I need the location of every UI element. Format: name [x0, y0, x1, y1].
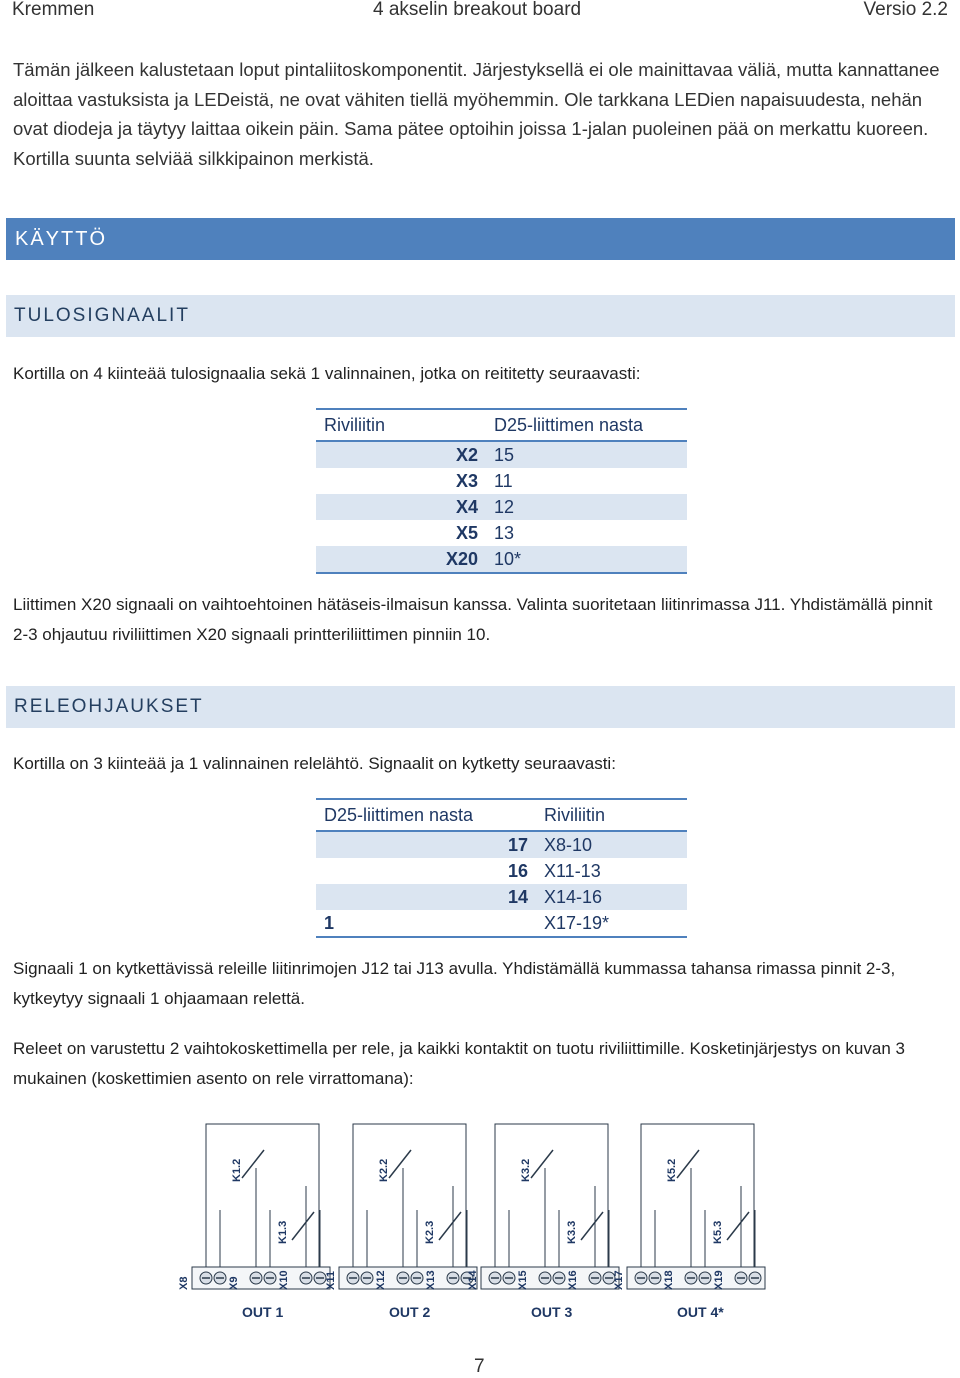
terminal-label: X14	[467, 1270, 479, 1290]
contact-switch	[439, 1212, 461, 1240]
terminal-label: X13	[425, 1270, 437, 1290]
table1-cell: X20	[316, 546, 486, 573]
header-version: Versio 2.2	[863, 0, 948, 20]
output-label: OUT 1	[242, 1304, 284, 1320]
table1-header-d25: D25-liittimen nasta	[486, 409, 687, 441]
table1-header-riviliitin: Riviliitin	[316, 409, 486, 441]
relay-contact-diagram	[176, 1110, 784, 1323]
contact-switch	[389, 1150, 411, 1178]
contact-label: K3.2	[520, 1158, 532, 1182]
contact-switch	[581, 1212, 603, 1240]
relays-intro: Kortilla on 3 kiinteää ja 1 valinnainen relelähtö. Signaalit on kytketty seuraavasti:	[13, 754, 616, 773]
contact-label: K3.3	[566, 1220, 578, 1244]
section-heading-releohjaukset: RELEOHJAUKSET	[6, 686, 955, 728]
terminal-label: X19	[713, 1270, 725, 1290]
relay-signals-table	[316, 798, 687, 938]
wire	[495, 1124, 608, 1267]
table1-cell: 11	[494, 470, 513, 491]
contact-switch	[727, 1212, 749, 1240]
table2-cell: 14	[316, 884, 536, 910]
terminal-label: X8	[178, 1276, 190, 1290]
table1-cell: 12	[486, 494, 687, 520]
outputs-intro: Kortilla on 4 kiinteää tulosignaalia sekä 1 valinnainen, jotka on reititetty seuraavasti:	[13, 364, 641, 383]
relay-contact-diagram-svg	[176, 1110, 784, 1323]
wire	[641, 1124, 754, 1267]
table2-cell: X11-13	[544, 860, 601, 881]
contact-switch	[292, 1212, 314, 1240]
table2-cell: 1	[316, 910, 536, 937]
contact-switch	[531, 1150, 553, 1178]
terminal-label: X18	[663, 1270, 675, 1290]
section-heading-kaytto: KÄYTTÖ	[6, 218, 955, 260]
header-author: Kremmen	[12, 0, 95, 20]
contact-switch	[242, 1150, 264, 1178]
contact-label: K5.2	[666, 1158, 678, 1182]
terminal-label: X16	[567, 1270, 579, 1290]
output-label: OUT 3	[531, 1304, 573, 1320]
contact-label: K1.2	[231, 1158, 243, 1182]
table2-cell: 16	[507, 860, 528, 881]
contact-switch	[677, 1150, 699, 1178]
table1-cell: 13	[494, 522, 515, 543]
terminal-label: X17	[613, 1270, 625, 1290]
table1-cell: X5	[455, 522, 478, 543]
table2-cell: X14-16	[536, 884, 687, 910]
terminal-label: X11	[325, 1271, 337, 1290]
table2-cell: X17-19*	[536, 910, 687, 937]
table2-cell: X8-10	[536, 831, 687, 858]
table2-header-riviliitin: Riviliitin	[536, 799, 687, 831]
table1-cell: X3	[455, 470, 478, 491]
relays-note-2: Releet on varustettu 2 vaihtokoskettimella per rele, ja kaikki kontaktit on tuotu riviliittimille. Kosketinjärjestys on kuvan 3 mukainen (koskettimien asento on rele virrattomana):	[13, 1039, 905, 1088]
contact-label: K5.3	[712, 1220, 724, 1244]
table1-cell: X4	[316, 494, 486, 520]
table1-cell: 10*	[486, 546, 687, 573]
section-heading-tulosignaalit: TULOSIGNAALIT	[6, 295, 955, 337]
header-title: 4 akselin breakout board	[373, 0, 582, 20]
table2-header-d25: D25-liittimen nasta	[316, 799, 536, 831]
outputs-note: Liittimen X20 signaali on vaihtoehtoinen hätäseis-ilmaisun kanssa. Valinta suoritetaan liitinrimassa J11. Yhdistämällä pinnit 2-3 ohjautuu riviliittimen X20 signaali printteriliittimen pinniin 10.	[13, 595, 933, 644]
wire	[206, 1124, 319, 1267]
page-header	[0, 0, 960, 24]
terminal-label: X12	[375, 1270, 387, 1290]
contact-label: K2.3	[424, 1220, 436, 1244]
terminal-label: X15	[517, 1270, 529, 1290]
contact-label: K1.3	[277, 1220, 289, 1244]
page-number: 7	[474, 1356, 485, 1377]
terminal-label: X10	[278, 1270, 290, 1290]
relays-note-1: Signaali 1 on kytkettävissä releille liitinrimojen J12 tai J13 avulla. Yhdistämällä kummassa tahansa rimassa pinnit 2-3, kytkeytyy signaali 1 ohjaamaan relettä.	[13, 959, 896, 1008]
output-signals-table	[316, 408, 687, 574]
table1-cell: 15	[486, 441, 687, 468]
contact-label: K2.2	[378, 1158, 390, 1182]
table2-cell: 17	[316, 831, 536, 858]
intro-paragraph: Tämän jälkeen kalustetaan loput pintaliitoskomponentit. Järjestyksellä ei ole mainittavaa väliä, mutta kannattanee aloittaa vastuksista ja LEDeistä, ne ovat vähiten tiellä myöhemmin. Ole tarkkana LEDien napaisuudesta, nehän ovat diodeja ja täytyy laittaa oikein päin. Sama pätee optoihin joissa 1-jalan puoleinen pää on merkattu kuoreen. Kortilla suunta selviää silkkipainon merkistä.	[13, 59, 940, 169]
wire	[353, 1124, 466, 1267]
output-label: OUT 2	[389, 1304, 431, 1320]
table1-cell: X2	[316, 441, 486, 468]
terminal-label: X9	[228, 1276, 240, 1290]
output-label: OUT 4*	[677, 1304, 724, 1320]
